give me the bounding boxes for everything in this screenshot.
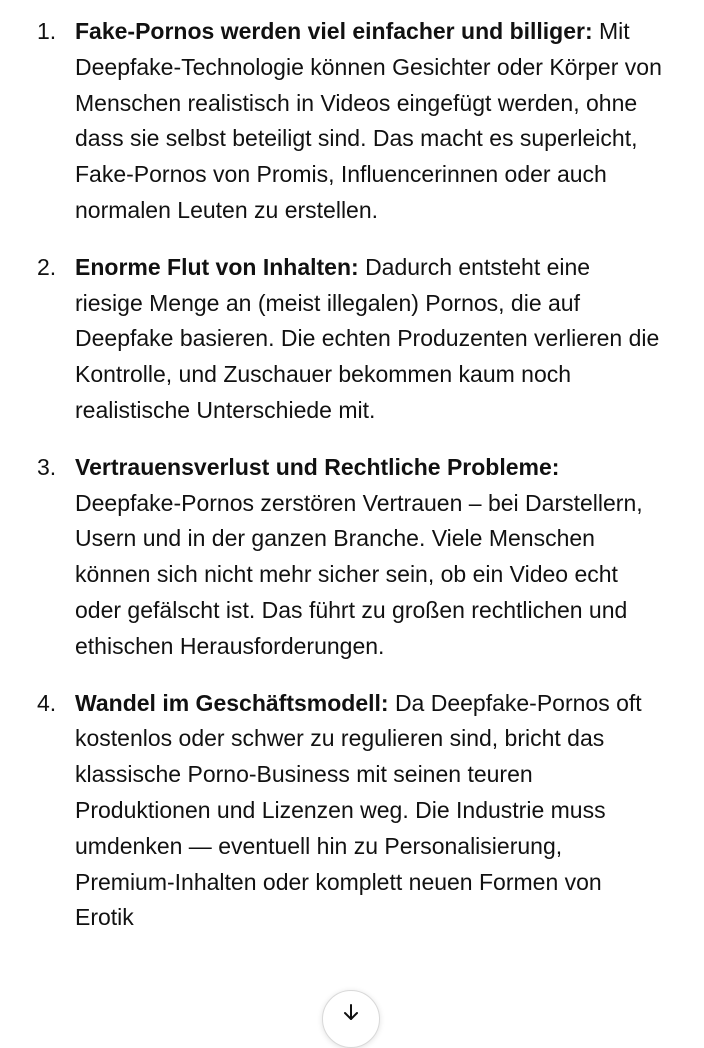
item-body: Dadurch entsteht eine riesige Menge an (meist illegalen) Pornos, die auf Deepfake basieren. Die echten Produzenten verlieren die Kontrolle, und Zuschauer bekommen kaum noch realistische Unterschiede mit. [75,253,660,423]
list-item [0,14,664,229]
item-number: 2. [37,253,57,280]
list-item [0,450,664,665]
arrow-down-icon [341,1003,361,1047]
item-number: 3. [37,453,57,480]
item-heading: Wandel im Geschäftsmodell: [75,689,389,716]
item-number: 4. [37,689,57,716]
item-body: Mit Deepfake-Technologie können Gesichter oder Körper von Menschen realistisch in Videos eingefügt werden, ohne dass sie selbst beteiligt sind. Das macht es superleicht, Fake-Pornos von Promis, Influencerinnen oder auch normalen Leuten zu erstellen. [75,18,662,223]
scroll-to-bottom-button[interactable] [322,990,380,1048]
scroll-fade [0,975,704,990]
item-heading: Vertrauensverlust und Rechtliche Probleme: [75,453,560,480]
item-heading: Fake-Pornos werden viel einfacher und billiger: [75,18,593,44]
item-body: Da Deepfake-Pornos oft kostenlos oder schwer zu regulieren sind, bricht das klassische Porno-Business mit seinen teuren Produktionen und Lizenzen weg. Die Industrie muss umdenken — eventuell hin zu Personalisierung, Premium-Inhalten oder komplett neuen Formen von Erotik [75,689,642,931]
item-heading: Enorme Flut von Inhalten: [75,253,359,280]
list-item [0,250,664,429]
item-body: Deepfake-Pornos zerstören Vertrauen – bei Darstellern, Usern und in der ganzen Branche. Viele Menschen können sich nicht mehr sicher sein, ob ein Video echt oder gefälscht ist. Das führt zu großen rechtlichen und ethischen Herausforderungen. [75,489,643,659]
item-number: 1. [37,18,57,44]
list-item [0,686,664,937]
